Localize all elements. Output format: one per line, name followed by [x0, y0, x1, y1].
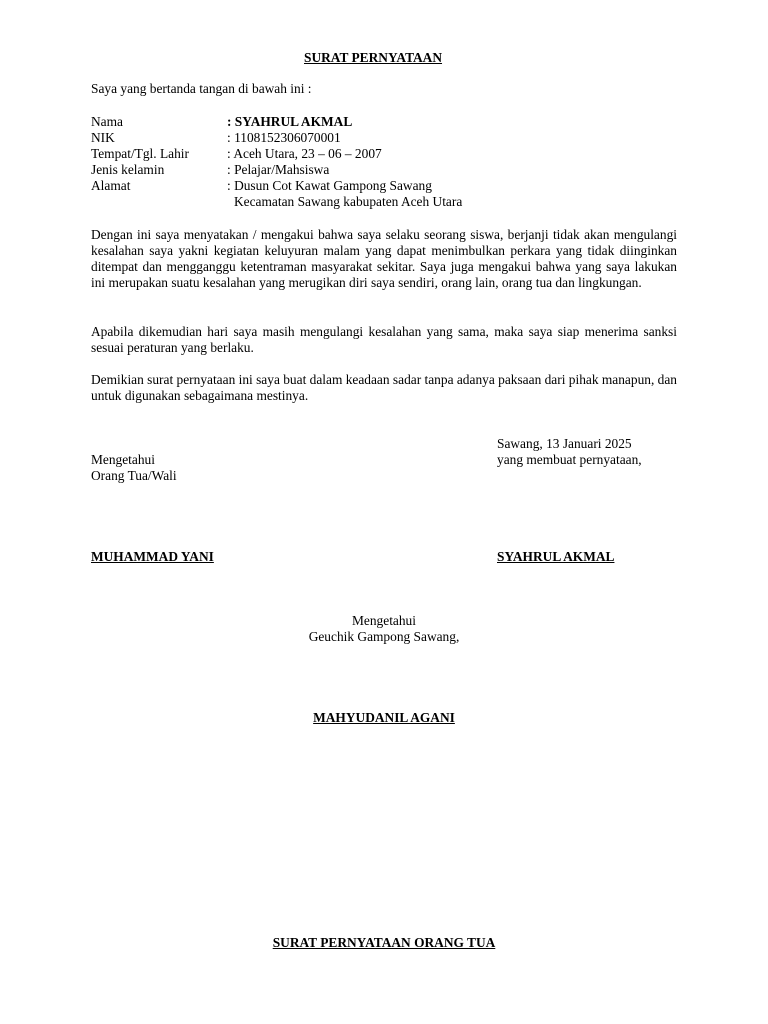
paragraph-closing: Demikian surat pernyataan ini saya buat dalam keadaan sadar tanpa adanya paksaan dari pihak manapun, dan untuk digunakan sebagaimana mestinya. [91, 372, 677, 403]
identity-value: : Dusun Cot Kawat Gampong Sawang [227, 178, 432, 193]
document-title: SURAT PERNYATAAN [304, 50, 443, 65]
identity-label: NIK [91, 130, 115, 145]
identity-value: : 1108152306070001 [227, 130, 341, 145]
right-signatory-name: SYAHRUL AKMAL [497, 549, 615, 564]
identity-row-address [91, 178, 681, 194]
right-sign-label: yang membuat pernyataan, [497, 452, 642, 467]
identity-value: : Aceh Utara, 23 – 06 – 2007 [227, 146, 382, 161]
next-title-wrap [0, 935, 768, 951]
identity-value: : Pelajar/Mahsiswa [227, 162, 330, 177]
left-sign-label: Mengetahui [91, 452, 155, 467]
village-sign-label: Mengetahui [352, 613, 416, 628]
identity-row-nik [91, 130, 681, 146]
intro-text: Saya yang bertanda tangan di bawah ini : [91, 81, 312, 96]
paragraph-statement: Dengan ini saya menyatakan / mengakui bahwa saya selaku seorang siswa, berjanji tidak akan mengulangi kesalahan saya yakni kegiatan keluyuran malam yang dapat menimbulkan perkara yang tidak diinginkan ditempat dan mengganggu ketentraman masyarakat sekitar. Saya juga mengakui bahwa yang saya lakukan ini merupakan suatu kesalahan yang merugikan diri saya sendiri, orang lain, orang tua dan lingkungan. [91, 227, 677, 290]
identity-label: Nama [91, 114, 123, 129]
address-line-2: Kecamatan Sawang kabupaten Aceh Utara [234, 194, 463, 209]
paragraph-sanction: Apabila dikemudian hari saya masih mengulangi kesalahan yang sama, maka saya siap menerima sanksi sesuai peraturan yang berlaku. [91, 324, 677, 355]
identity-value: : SYAHRUL AKMAL [227, 114, 353, 129]
place-date: Sawang, 13 Januari 2025 [497, 436, 632, 451]
village-signatory-wrap [0, 710, 768, 726]
identity-label: Alamat [91, 178, 131, 193]
left-sign-role: Orang Tua/Wali [91, 468, 177, 483]
next-document-title: SURAT PERNYATAAN ORANG TUA [272, 935, 496, 950]
left-signatory-name: MUHAMMAD YANI [91, 549, 214, 564]
village-sign-role: Geuchik Gampong Sawang, [308, 629, 460, 644]
identity-label: Jenis kelamin [91, 162, 165, 177]
identity-row-gender [91, 162, 681, 178]
identity-label: Tempat/Tgl. Lahir [91, 146, 189, 161]
identity-row-name [91, 114, 681, 130]
identity-row-birth [91, 146, 681, 162]
village-signatory-name: MAHYUDANIL AGANI [313, 710, 455, 725]
